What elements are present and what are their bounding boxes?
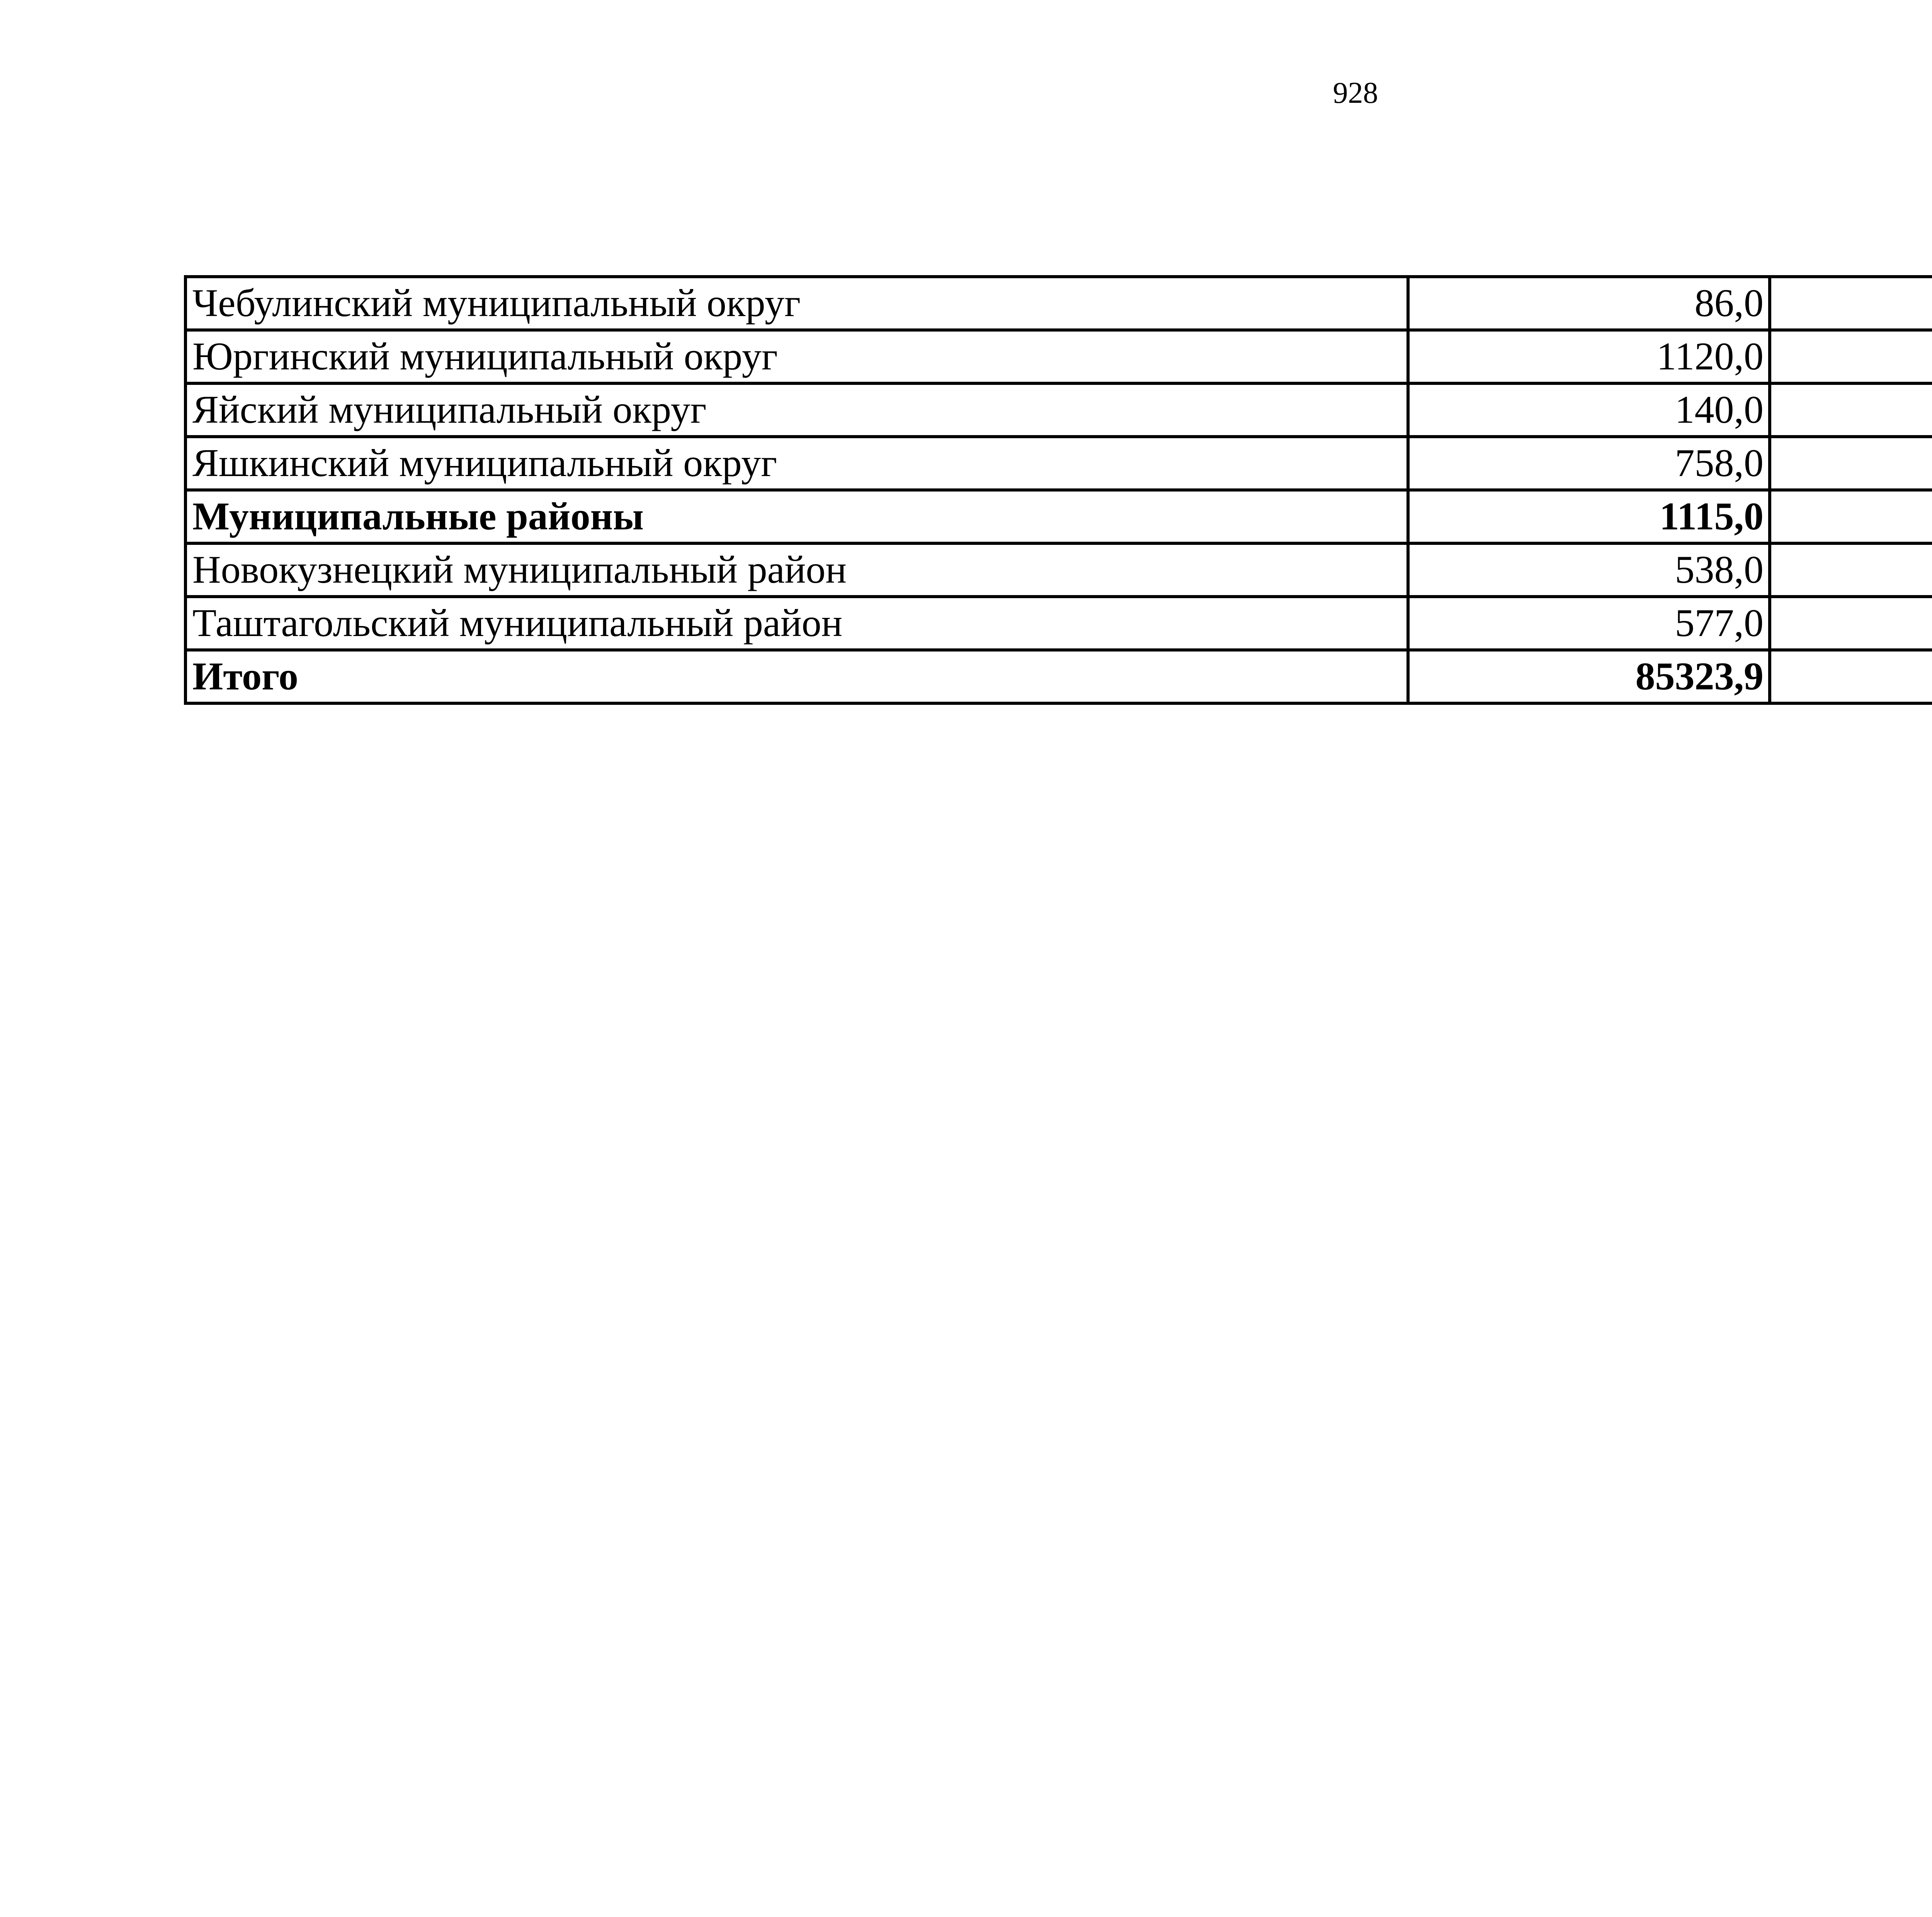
row-value-1: 577,0 (1408, 597, 1770, 650)
row-value-1: 1120,0 (1408, 330, 1770, 383)
row-name: Итого (185, 650, 1408, 703)
table-row-total (185, 650, 1932, 703)
table-row (185, 277, 1932, 330)
table-row (185, 383, 1932, 437)
row-name: Новокузнецкий муниципальный район (185, 543, 1408, 597)
table-row (185, 543, 1932, 597)
table-row (185, 597, 1932, 650)
row-value-2 (1770, 490, 1932, 543)
table-row (185, 437, 1932, 490)
row-value-2 (1770, 277, 1932, 330)
row-value-1: 86,0 (1408, 277, 1770, 330)
row-value-1: 1115,0 (1408, 490, 1770, 543)
row-name: Муниципальные районы (185, 490, 1408, 543)
row-name: Яйский муниципальный округ (185, 383, 1408, 437)
row-name: Таштагольский муниципальный район (185, 597, 1408, 650)
row-value-2 (1770, 437, 1932, 490)
data-table (184, 275, 1932, 705)
table-row-subtotal (185, 490, 1932, 543)
table-row (185, 330, 1932, 383)
row-value-2 (1770, 650, 1932, 703)
row-value-2 (1770, 597, 1932, 650)
row-name: Юргинский муниципальный округ (185, 330, 1408, 383)
row-value-1: 85323,9 (1408, 650, 1770, 703)
row-value-2 (1770, 383, 1932, 437)
row-value-2 (1770, 330, 1932, 383)
row-name: Чебулинский муниципальный округ (185, 277, 1408, 330)
row-value-1: 538,0 (1408, 543, 1770, 597)
page-number: 928 (1333, 76, 1378, 109)
row-name: Яшкинский муниципальный округ (185, 437, 1408, 490)
row-value-1: 758,0 (1408, 437, 1770, 490)
row-value-1: 140,0 (1408, 383, 1770, 437)
row-value-2 (1770, 543, 1932, 597)
